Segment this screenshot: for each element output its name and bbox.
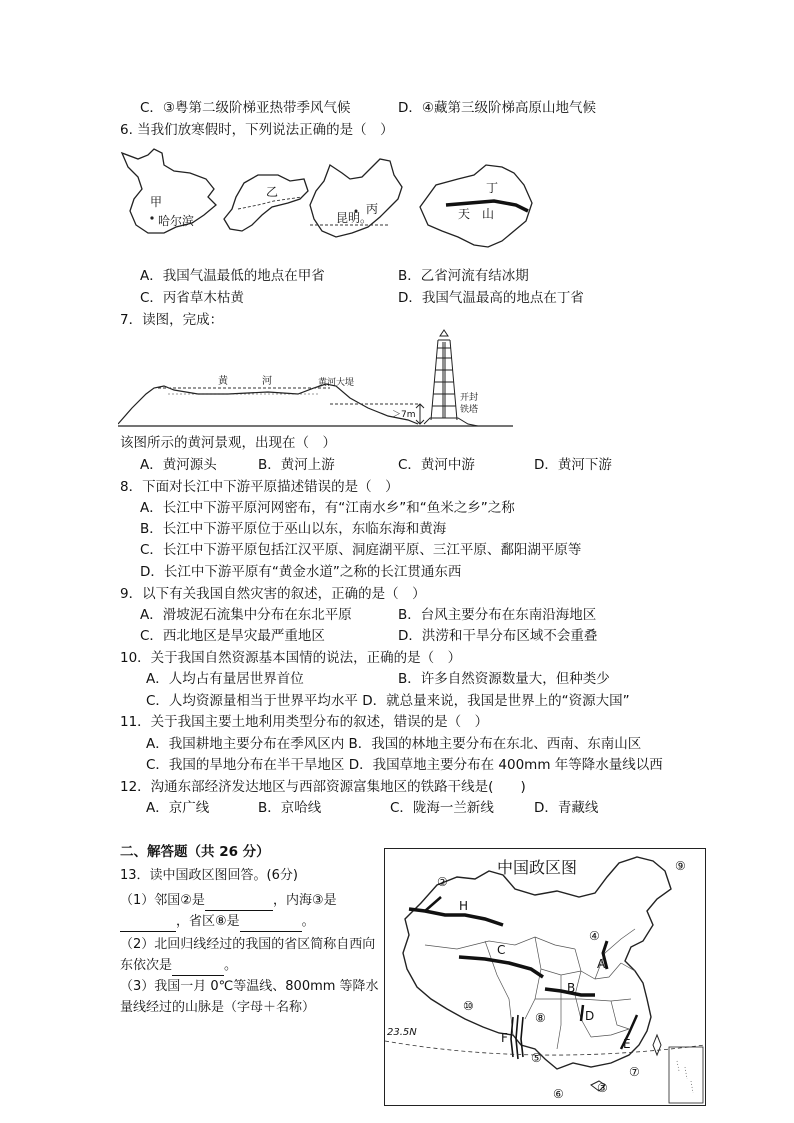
height-arrow: [416, 404, 424, 424]
q9-option-d: D．洪涝和干旱分布区域不会重叠: [398, 628, 598, 644]
q7-option-a: A．黄河源头: [140, 457, 217, 473]
map-label-10: ⑩: [463, 999, 474, 1013]
mountain-D: [581, 1005, 583, 1021]
mountain-H: [409, 909, 503, 925]
q6-option-c: C．丙省草木枯黄: [140, 290, 244, 306]
map-label-2: ②: [437, 875, 448, 889]
q6-stem: 6. 当我们放寒假时，下列说法正确的是（ ）: [120, 122, 394, 138]
label-he: 河: [262, 376, 272, 387]
section2-heading: 二、解答题（共 26 分）: [120, 844, 270, 860]
q8-stem: 8．下面对长江中下游平原描述错误的是（ ）: [120, 479, 399, 495]
map-label-7: ⑦: [629, 1065, 640, 1079]
label-ding: 丁: [486, 181, 499, 195]
q12-stem: 12．沟通东部经济发达地区与西部资源富集地区的铁路干线是( ): [120, 779, 526, 795]
map-label-C: C: [497, 943, 506, 957]
label-tianshan: 天 山: [458, 207, 495, 221]
q10-option-b: B．许多自然资源数量大，但种类少: [398, 671, 610, 687]
q7-yellow-river-diagram: [118, 328, 518, 432]
q8-option-c: C．长江中下游平原包括江汉平原、洞庭湖平原、三江平原、鄱阳湖平原等: [140, 542, 582, 558]
q9-option-b: B．台风主要分布在东南沿海地区: [398, 607, 597, 623]
q9-option-c: C．西北地区是旱灾最严重地区: [140, 628, 325, 644]
q6-option-b: B．乙省河流有结冰期: [398, 268, 529, 284]
q11-stem: 11．关于我国主要土地利用类型分布的叙述，错误的是（ ）: [120, 714, 489, 730]
q13-blank-sea[interactable]: [120, 917, 176, 932]
label-jia: 甲: [150, 195, 163, 209]
label-tower-2: 铁塔: [460, 405, 479, 415]
china-map-svg: [385, 849, 705, 1105]
q7-option-b: B．黄河上游: [258, 457, 335, 473]
q13-p1-c: ，省区⑧是: [176, 914, 240, 929]
q13-part1: [120, 890, 382, 932]
q13-p1-d: 。: [301, 914, 315, 929]
q8-option-a: A．长江中下游平原河网密布，有“江南水乡”和“鱼米之乡”之称: [140, 500, 515, 516]
map-label-9: ⑨: [675, 859, 686, 873]
q11-option-ab: A．我国耕地主要分布在季风区内 B．我国的林地主要分布在东北、西南、东南山区: [146, 736, 642, 752]
q8-option-d: D．长江中下游平原有“黄金水道”之称的长江贯通东西: [140, 564, 462, 580]
q13-stem: 13．读中国政区图回答。(6分): [120, 868, 298, 883]
q6-option-d: D．我国气温最高的地点在丁省: [398, 290, 584, 306]
q9-stem: 9．以下有关我国自然灾害的叙述，正确的是（ ）: [120, 586, 426, 602]
map-label-D: D: [585, 1009, 595, 1023]
map-label-5: ⑤: [531, 1051, 542, 1065]
mountain-H-branch: [425, 897, 441, 911]
map-label-tropic: 23.5N: [387, 1027, 417, 1038]
map-label-8: ⑧: [535, 1011, 546, 1025]
q13-part2: [120, 934, 382, 976]
q13-p2-a: （2）北回归线经过的我国的省区简称自西向东依次是: [120, 937, 376, 973]
q7-option-c: C．黄河中游: [398, 457, 475, 473]
q7-option-d: D．黄河下游: [534, 457, 612, 473]
q8-option-b: B．长江中下游平原位于巫山以东，东临东海和黄海: [140, 521, 447, 537]
label-bing: 丙: [366, 202, 379, 216]
map-label-H: H: [459, 899, 469, 913]
label-huang: 黄: [218, 376, 228, 387]
taiwan-island: [653, 1035, 661, 1055]
map-label-F: F: [501, 1031, 508, 1045]
harbin-dot: [150, 216, 153, 219]
q6-option-a: A．我国气温最低的地点在甲省: [140, 268, 325, 284]
q13-blank-province[interactable]: [240, 917, 302, 932]
label-harbin: 哈尔滨: [158, 214, 195, 228]
q7-question: 该图所示的黄河景观，出现在（ ）: [120, 435, 336, 451]
q12-option-d: D．青藏线: [534, 800, 599, 816]
label-yi: 乙: [266, 185, 279, 199]
map-label-B: B: [567, 981, 576, 995]
q5-option-d: D．④藏第三级阶梯高原山地气候: [398, 100, 596, 116]
q5-option-c: C．③粤第二级阶梯亚热带季风气候: [140, 100, 351, 116]
map-label-A: A: [597, 957, 606, 971]
label-kunming: 昆明。: [336, 211, 373, 225]
q12-option-b: B．京哈线: [258, 800, 322, 816]
q10-option-cd: C．人均资源量相当于世界平均水平 D．就总量来说，我国是世界上的“资源大国”: [146, 693, 630, 709]
mountain-C: [459, 957, 543, 977]
map-label-3: ③: [597, 1081, 608, 1095]
q10-option-a: A．人均占有量居世界首位: [146, 671, 304, 687]
map-label-E: E: [623, 1037, 631, 1051]
label-levee: 黄河大堤: [318, 378, 355, 388]
china-political-map: [384, 848, 706, 1106]
mountain-F: [511, 1015, 523, 1059]
q13-p1-a: （1）邻国②是: [120, 893, 205, 908]
q10-stem: 10．关于我国自然资源基本国情的说法，正确的是（ ）: [120, 650, 462, 666]
q11-option-cd: C．我国的旱地分布在半干旱地区 D．我国草地主要分布在 400mm 年等降水量线以西: [146, 757, 663, 773]
label-tower-1: 开封: [460, 393, 479, 403]
map-label-6: ⑥: [553, 1087, 564, 1101]
map-title: 中国政区图: [497, 858, 578, 877]
q12-option-a: A．京广线: [146, 800, 210, 816]
q13-blank-tropic[interactable]: [172, 961, 224, 976]
south-sea-inset: [669, 1047, 703, 1103]
q7-stem: 7．读图，完成：: [120, 312, 224, 328]
q6-maps-svg: [118, 145, 538, 255]
q6-province-maps: [118, 145, 538, 255]
tropic-of-cancer: [385, 1041, 705, 1055]
q13-blank-neighbor[interactable]: [205, 896, 273, 911]
q9-option-a: A．滑坡泥石流集中分布在东北平原: [140, 607, 352, 623]
q13-part3: （3）我国一月 0℃等温线、800mm 等降水量线经过的山脉是（字母＋名称）: [120, 979, 379, 1015]
q12-option-c: C．陇海一兰新线: [390, 800, 494, 816]
map-label-4: ④: [589, 929, 600, 943]
label-height: ＞7m: [392, 410, 416, 420]
q13-p2-b: 。: [224, 958, 238, 973]
inset-dots: [677, 1061, 693, 1093]
q13-p1-b: ，内海③是: [272, 893, 337, 908]
